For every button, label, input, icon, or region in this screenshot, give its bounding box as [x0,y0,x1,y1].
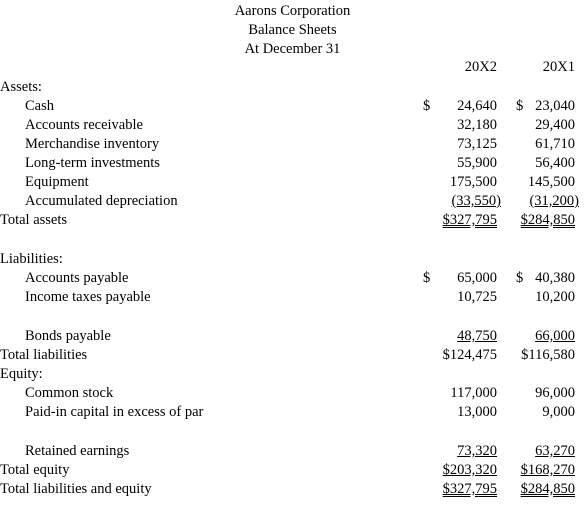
merchandise-inventory-20x1: 61,710 [535,136,575,152]
paid-in-capital-label: Paid-in capital in excess of par [25,404,204,420]
accumulated-depreciation-20x2: (33,550) [451,193,501,209]
merchandise-inventory-label: Merchandise inventory [25,136,160,152]
column-header-20x1: 20X1 [542,59,575,75]
retained-earnings-20x1: 63,270 [535,443,575,459]
column-header-20x2: 20X2 [464,59,497,75]
assets-heading-row [0,78,585,97]
assets-heading: Assets: [0,79,42,95]
total-equity-20x1: $168,270 [520,462,575,478]
income-taxes-payable-label: Income taxes payable [25,289,151,305]
accumulated-depreciation-20x1: (31,200) [529,193,579,209]
paid-in-capital-20x1: 9,000 [542,404,575,420]
accounts-receivable-label: Accounts receivable [25,117,143,133]
bonds-payable-20x1: 66,000 [535,328,575,344]
income-taxes-payable-20x1: 10,200 [535,289,575,305]
total-liabilities-row [0,346,585,365]
paid-in-capital-20x2: 13,000 [457,404,497,420]
long-term-investments-row [0,154,585,173]
common-stock-label: Common stock [25,385,114,401]
common-stock-20x2: 117,000 [450,385,497,401]
bonds-payable-20x2: 48,750 [457,328,497,344]
accounts-payable-20x2: 65,000 [457,270,497,286]
long-term-investments-label: Long-term investments [25,155,160,171]
retained-earnings-20x2: 73,320 [457,443,497,459]
total-liabilities-20x2: $124,475 [442,347,497,363]
equity-heading-row [0,365,585,384]
currency-symbol: $ [516,270,524,286]
income-taxes-payable-20x2: 10,725 [457,289,497,305]
statement-date: At December 31 [244,41,341,57]
retained-earnings-label: Retained earnings [25,443,130,459]
merchandise-inventory-row [0,135,585,154]
total-liabilities-and-equity-label: Total liabilities and equity [0,481,152,497]
total-equity-label: Total equity [0,462,70,478]
accounts-payable-row [0,269,585,288]
common-stock-20x1: 96,000 [535,385,575,401]
equipment-20x2: 175,500 [449,174,497,190]
currency-symbol: $ [516,98,524,114]
accounts-receivable-row [0,116,585,135]
liabilities-heading-row [0,250,585,269]
total-liabilities-and-equity-row [0,480,585,499]
merchandise-inventory-20x2: 73,125 [457,136,497,152]
equipment-row [0,173,585,192]
cash-20x1: 23,040 [535,98,575,114]
currency-symbol: $ [423,98,431,114]
total-liabilities-label: Total liabilities [0,347,88,363]
accounts-payable-20x1: 40,380 [535,270,575,286]
total-equity-row [0,461,585,480]
cash-label: Cash [25,98,54,114]
total-equity-20x2: $203,320 [442,462,497,478]
total-assets-20x1: $284,850 [520,212,575,228]
paid-in-capital-row [0,403,585,422]
accounts-receivable-20x1: 29,400 [535,117,575,133]
equity-heading: Equity: [0,366,43,382]
total-liabilities-20x1: $116,580 [521,347,575,363]
accumulated-depreciation-row [0,192,585,211]
total-assets-row [0,211,585,230]
common-stock-row [0,384,585,403]
accumulated-depreciation-label: Accumulated depreciation [25,193,178,209]
bonds-payable-row [0,327,585,346]
statement-title: Balance Sheets [248,22,337,38]
total-liabilities-and-equity-20x2: $327,795 [442,481,497,497]
total-assets-label: Total assets [0,212,68,228]
currency-symbol: $ [423,270,431,286]
cash-row [0,97,585,116]
accounts-receivable-20x2: 32,180 [457,117,497,133]
cash-20x2: 24,640 [457,98,497,114]
total-assets-20x2: $327,795 [442,212,497,228]
long-term-investments-20x1: 56,400 [535,155,575,171]
equipment-label: Equipment [25,174,89,190]
bonds-payable-label: Bonds payable [25,328,111,344]
income-taxes-payable-row [0,288,585,307]
accounts-payable-label: Accounts payable [25,270,129,286]
equipment-20x1: 145,500 [527,174,575,190]
long-term-investments-20x2: 55,900 [457,155,497,171]
liabilities-heading: Liabilities: [0,251,63,267]
company-name: Aarons Corporation [234,3,351,19]
retained-earnings-row [0,442,585,461]
total-liabilities-and-equity-20x1: $284,850 [520,481,575,497]
